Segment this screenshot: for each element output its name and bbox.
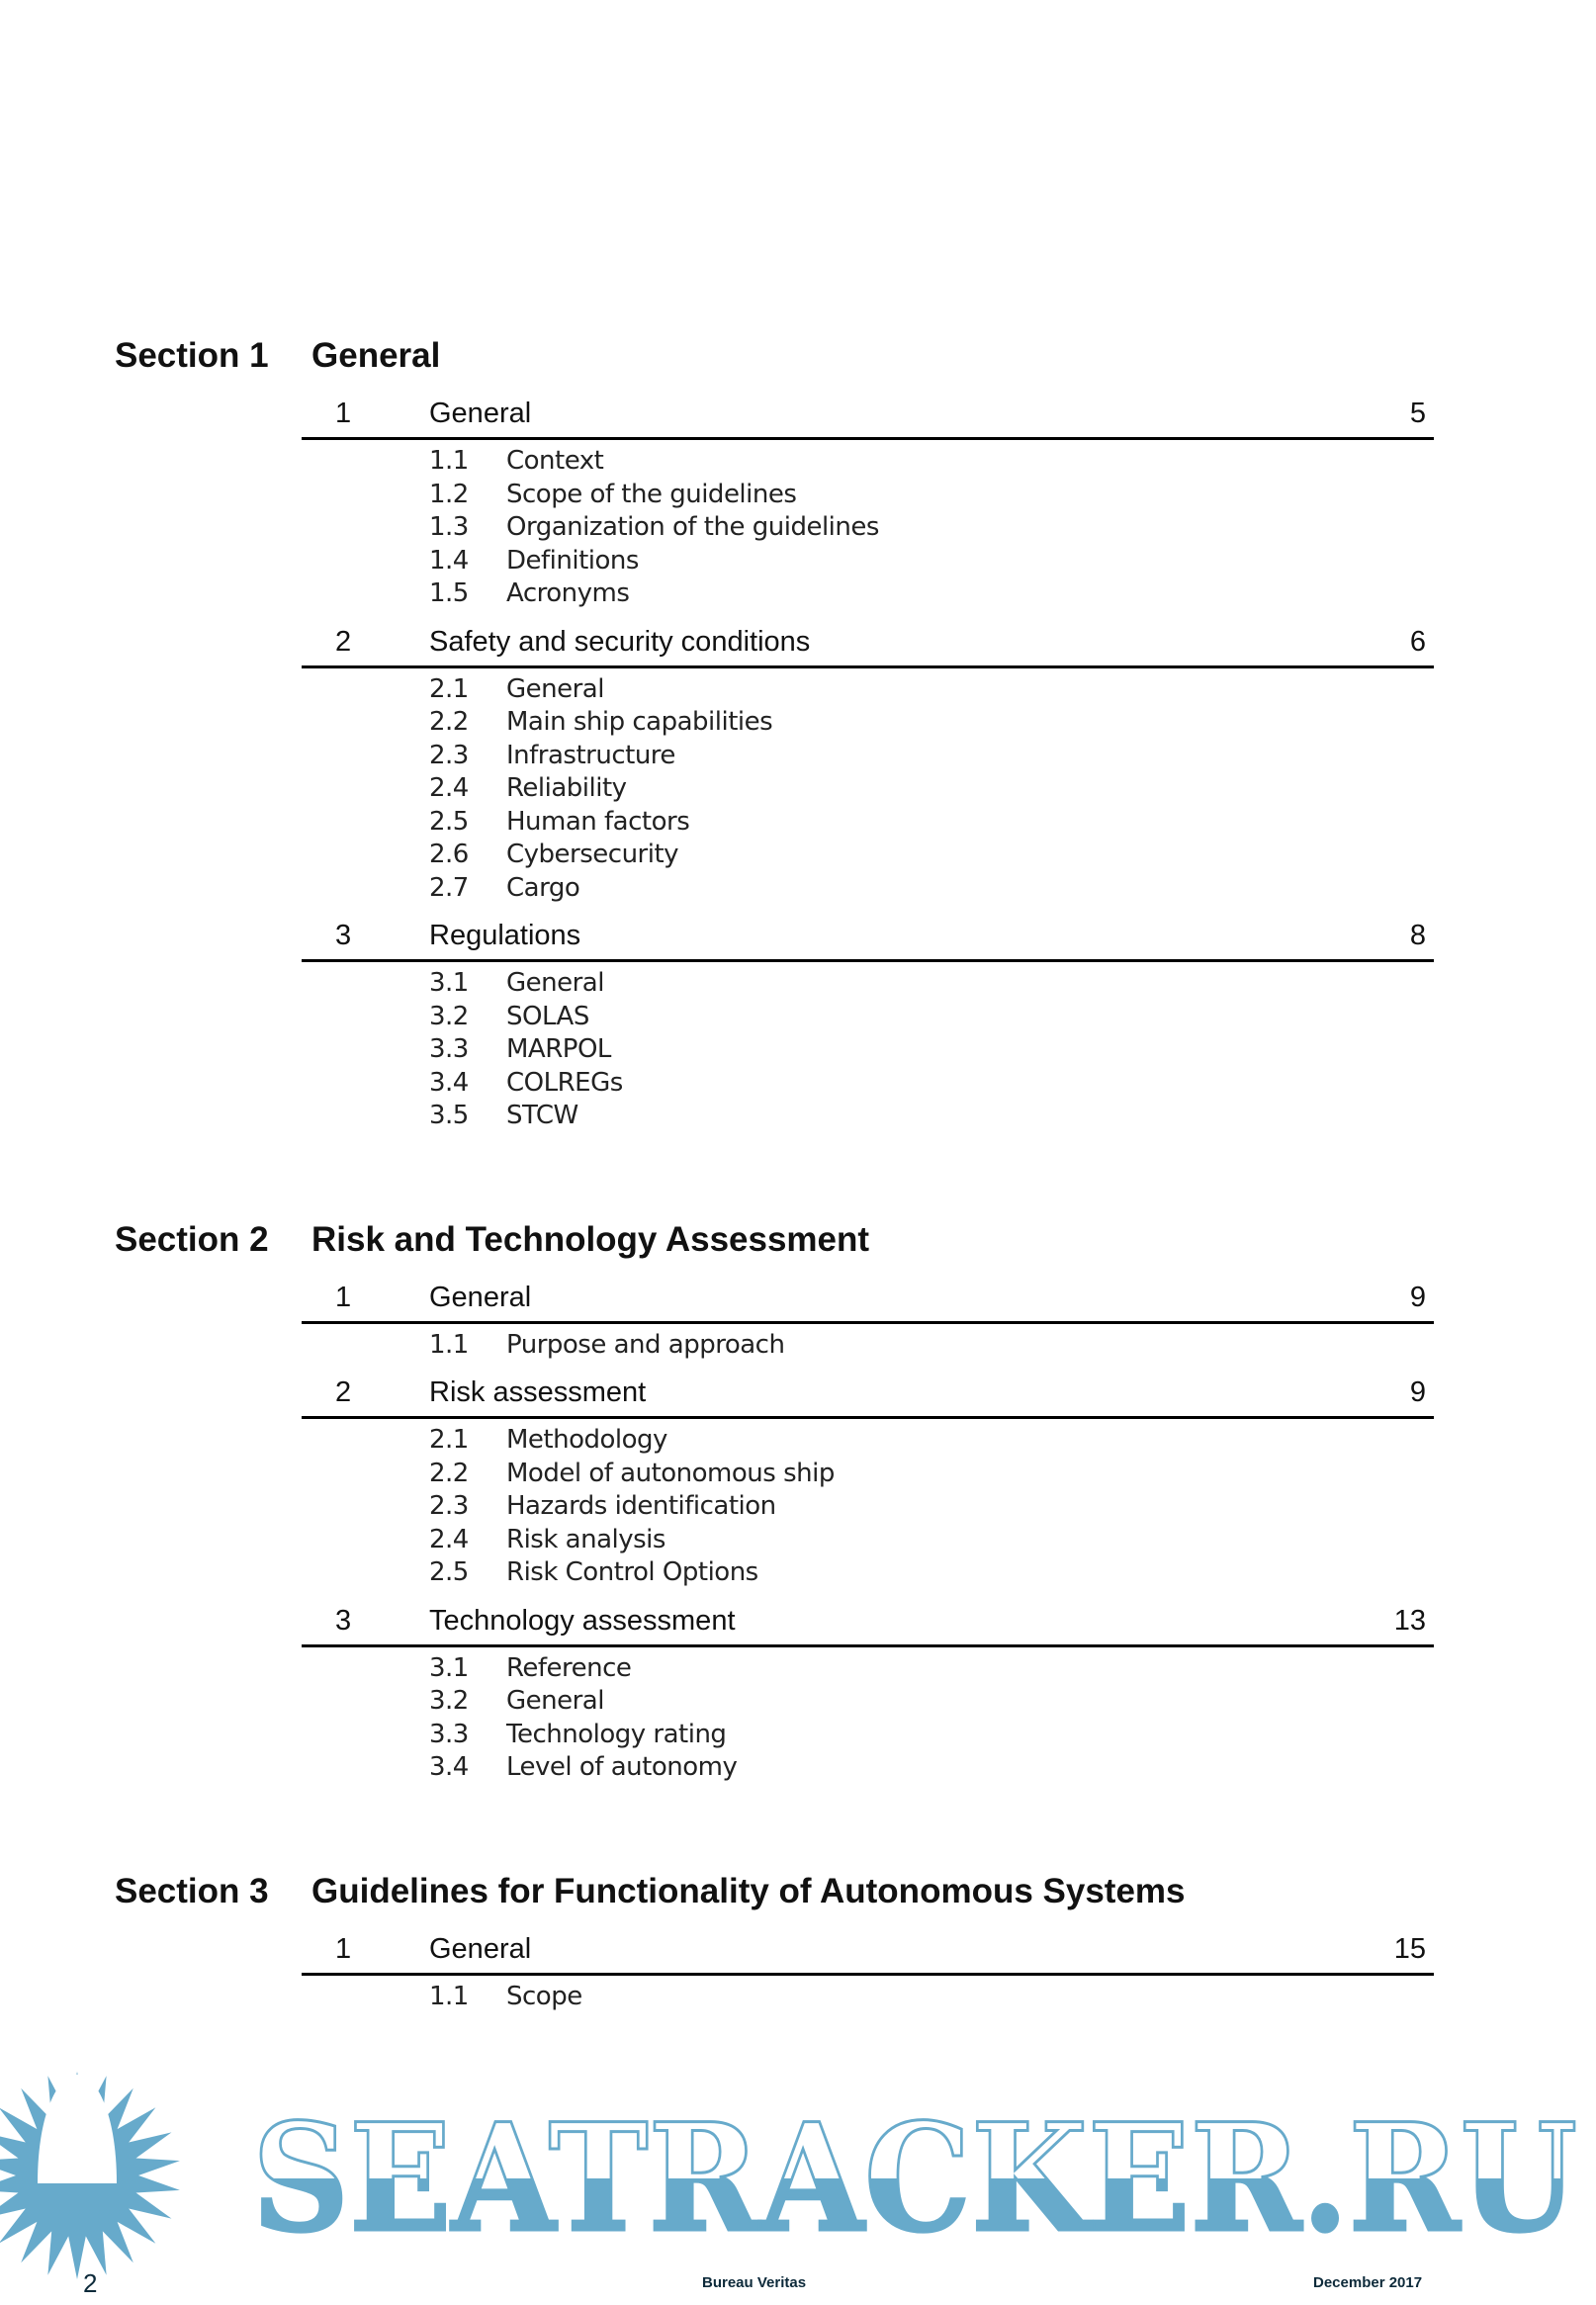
subentry-number: 2.1 bbox=[429, 673, 469, 704]
toc-subentry[interactable] bbox=[0, 1424, 1596, 1458]
toc-subentry[interactable] bbox=[0, 545, 1596, 578]
subentry-number: 1.4 bbox=[429, 545, 469, 576]
subentry-title: Model of autonomous ship bbox=[506, 1458, 835, 1488]
subentry-title: Organization of the guidelines bbox=[506, 512, 879, 542]
subentry-number: 3.1 bbox=[429, 968, 469, 998]
entry-page-number: 13 bbox=[1393, 1604, 1426, 1637]
toc-subentry[interactable] bbox=[0, 1719, 1596, 1752]
toc-entry bbox=[0, 916, 1596, 1133]
toc-subentry[interactable] bbox=[0, 706, 1596, 740]
toc-subentry[interactable] bbox=[0, 806, 1596, 840]
subentry-title: Human factors bbox=[506, 806, 690, 837]
entry-number: 2 bbox=[335, 625, 352, 658]
section-title: General bbox=[311, 336, 441, 375]
toc-entry bbox=[0, 1278, 1596, 1363]
subentry-title: Risk Control Options bbox=[506, 1557, 758, 1587]
subentry-number: 3.2 bbox=[429, 1686, 469, 1716]
subentry-list bbox=[0, 962, 1596, 1133]
entry-page-number: 6 bbox=[1409, 625, 1426, 658]
subentry-title: Acronyms bbox=[506, 578, 630, 608]
subentry-title: Methodology bbox=[506, 1425, 667, 1455]
subentry-list bbox=[0, 1976, 1596, 2014]
subentry-number: 2.4 bbox=[429, 773, 469, 803]
toc-subentry[interactable] bbox=[0, 479, 1596, 512]
subentry-list bbox=[0, 440, 1596, 611]
subentry-number: 3.5 bbox=[429, 1101, 469, 1130]
entry-title: Risk assessment bbox=[429, 1376, 647, 1408]
toc-section bbox=[0, 1867, 1596, 2014]
toc-subentry[interactable] bbox=[0, 1329, 1596, 1363]
toc-subentry[interactable] bbox=[0, 1524, 1596, 1557]
toc-subentry[interactable] bbox=[0, 839, 1596, 872]
toc-entry bbox=[0, 1373, 1596, 1590]
entry-title: Regulations bbox=[429, 920, 581, 951]
entry-number: 1 bbox=[335, 398, 352, 429]
subentry-number: 2.3 bbox=[429, 1491, 469, 1521]
footer-publisher: Bureau Veritas bbox=[702, 2274, 807, 2291]
toc-entry bbox=[0, 1601, 1596, 1785]
watermark-text: SEATRACKER.RU bbox=[252, 2091, 1577, 2265]
page-footer bbox=[0, 2057, 1596, 2305]
entry-title: General bbox=[429, 1281, 532, 1313]
entry-page-number: 5 bbox=[1409, 398, 1426, 429]
toc-subentry[interactable] bbox=[0, 1001, 1596, 1034]
subentry-number: 3.1 bbox=[429, 1652, 469, 1683]
toc-subentry[interactable] bbox=[0, 740, 1596, 773]
subentry-list bbox=[0, 1419, 1596, 1590]
footer-date: December 2017 bbox=[1313, 2274, 1423, 2291]
toc-subentry[interactable] bbox=[0, 1652, 1596, 1686]
entry-page-number: 8 bbox=[1409, 920, 1426, 951]
subentry-number: 3.4 bbox=[429, 1067, 469, 1098]
toc-subentry[interactable] bbox=[0, 1100, 1596, 1133]
subentry-title: General bbox=[506, 673, 604, 704]
subentry-list bbox=[0, 1647, 1596, 1785]
watermark bbox=[0, 2057, 1596, 2305]
toc-subentry[interactable] bbox=[0, 1981, 1596, 2014]
entry-number: 1 bbox=[335, 1932, 352, 1965]
section-heading bbox=[0, 331, 1596, 381]
entry-number: 1 bbox=[335, 1281, 352, 1313]
toc-entry-link[interactable] bbox=[302, 1373, 1434, 1419]
subentry-title: Cargo bbox=[506, 872, 580, 903]
page-number: 2 bbox=[83, 2268, 98, 2298]
toc-subentry[interactable] bbox=[0, 1751, 1596, 1785]
toc-entry-link[interactable] bbox=[302, 916, 1434, 962]
sunburst-logo-icon bbox=[0, 2072, 180, 2279]
subentry-number: 2.3 bbox=[429, 740, 469, 770]
subentry-number: 2.7 bbox=[429, 872, 469, 903]
subentry-number: 2.4 bbox=[429, 1524, 469, 1554]
entry-title: General bbox=[429, 398, 532, 429]
subentry-title: COLREGs bbox=[506, 1067, 623, 1098]
toc-entry bbox=[0, 622, 1596, 906]
subentry-number: 2.2 bbox=[429, 707, 469, 737]
toc-subentry[interactable] bbox=[0, 872, 1596, 906]
subentry-title: General bbox=[506, 968, 604, 998]
section-title: Risk and Technology Assessment bbox=[311, 1219, 870, 1259]
subentry-title: Risk analysis bbox=[506, 1524, 665, 1554]
section-heading bbox=[0, 1867, 1596, 1916]
toc-subentry[interactable] bbox=[0, 1685, 1596, 1719]
entry-number: 3 bbox=[335, 920, 352, 951]
toc-subentry[interactable] bbox=[0, 772, 1596, 806]
toc-subentry[interactable] bbox=[0, 1033, 1596, 1067]
entry-number: 2 bbox=[335, 1376, 352, 1408]
subentry-title: STCW bbox=[506, 1101, 578, 1130]
subentry-title: Level of autonomy bbox=[506, 1752, 738, 1782]
subentry-title: Reference bbox=[506, 1652, 632, 1683]
toc-subentry[interactable] bbox=[0, 445, 1596, 479]
subentry-number: 3.2 bbox=[429, 1001, 469, 1031]
section-label: Section 2 bbox=[115, 1219, 269, 1259]
subentry-title: Context bbox=[506, 446, 604, 476]
subentry-list bbox=[0, 1324, 1596, 1363]
subentry-title: MARPOL bbox=[506, 1034, 611, 1064]
toc-subentry[interactable] bbox=[0, 511, 1596, 545]
toc-entry-link[interactable] bbox=[302, 394, 1434, 440]
subentry-number: 2.6 bbox=[429, 840, 469, 869]
subentry-number: 1.5 bbox=[429, 578, 469, 608]
subentry-list bbox=[0, 668, 1596, 906]
toc-subentry[interactable] bbox=[0, 967, 1596, 1001]
toc-entry bbox=[0, 394, 1596, 611]
subentry-title: Reliability bbox=[506, 773, 627, 803]
subentry-title: Purpose and approach bbox=[506, 1329, 785, 1360]
subentry-number: 3.3 bbox=[429, 1034, 469, 1064]
entry-title: Safety and security conditions bbox=[429, 625, 811, 658]
toc-entry-link[interactable] bbox=[302, 1929, 1434, 1976]
subentry-number: 1.3 bbox=[429, 512, 469, 542]
subentry-number: 2.1 bbox=[429, 1425, 469, 1455]
entry-page-number: 9 bbox=[1409, 1281, 1426, 1313]
toc-section bbox=[0, 1215, 1596, 1785]
toc-subentry[interactable] bbox=[0, 1458, 1596, 1491]
toc-entry-link[interactable] bbox=[302, 1601, 1434, 1647]
entry-page-number: 9 bbox=[1409, 1376, 1426, 1408]
subentry-number: 3.3 bbox=[429, 1719, 469, 1749]
section-label: Section 3 bbox=[115, 1871, 269, 1910]
subentry-title: Scope bbox=[506, 1981, 582, 2011]
toc-subentry[interactable] bbox=[0, 1067, 1596, 1101]
subentry-title: Cybersecurity bbox=[506, 840, 679, 869]
subentry-title: Main ship capabilities bbox=[506, 707, 773, 737]
table-of-contents bbox=[0, 331, 1596, 2095]
subentry-number: 1.2 bbox=[429, 479, 469, 509]
subentry-title: SOLAS bbox=[506, 1001, 589, 1031]
subentry-number: 2.2 bbox=[429, 1458, 469, 1488]
toc-entry-link[interactable] bbox=[302, 1278, 1434, 1324]
entry-page-number: 15 bbox=[1393, 1932, 1426, 1965]
toc-subentry[interactable] bbox=[0, 673, 1596, 707]
toc-section bbox=[0, 331, 1596, 1133]
subentry-number: 1.1 bbox=[429, 1981, 469, 2011]
section-heading bbox=[0, 1215, 1596, 1265]
subentry-number: 2.5 bbox=[429, 1557, 469, 1587]
toc-subentry[interactable] bbox=[0, 577, 1596, 611]
toc-subentry[interactable] bbox=[0, 1490, 1596, 1524]
entry-title: General bbox=[429, 1932, 532, 1965]
toc-entry bbox=[0, 1929, 1596, 2014]
entry-number: 3 bbox=[335, 1604, 352, 1637]
section-label: Section 1 bbox=[115, 336, 269, 375]
subentry-number: 2.5 bbox=[429, 806, 469, 837]
subentry-title: Technology rating bbox=[506, 1719, 727, 1749]
subentry-title: General bbox=[506, 1686, 604, 1716]
toc-subentry[interactable] bbox=[0, 1556, 1596, 1590]
entry-title: Technology assessment bbox=[429, 1604, 736, 1637]
subentry-number: 1.1 bbox=[429, 1329, 469, 1360]
subentry-title: Hazards identification bbox=[506, 1491, 776, 1521]
subentry-title: Scope of the guidelines bbox=[506, 479, 797, 509]
subentry-title: Infrastructure bbox=[506, 740, 675, 770]
section-title: Guidelines for Functionality of Autonomous Systems bbox=[311, 1871, 1186, 1910]
subentry-number: 3.4 bbox=[429, 1752, 469, 1782]
subentry-number: 1.1 bbox=[429, 446, 469, 476]
toc-entry-link[interactable] bbox=[302, 622, 1434, 668]
subentry-title: Definitions bbox=[506, 545, 639, 576]
